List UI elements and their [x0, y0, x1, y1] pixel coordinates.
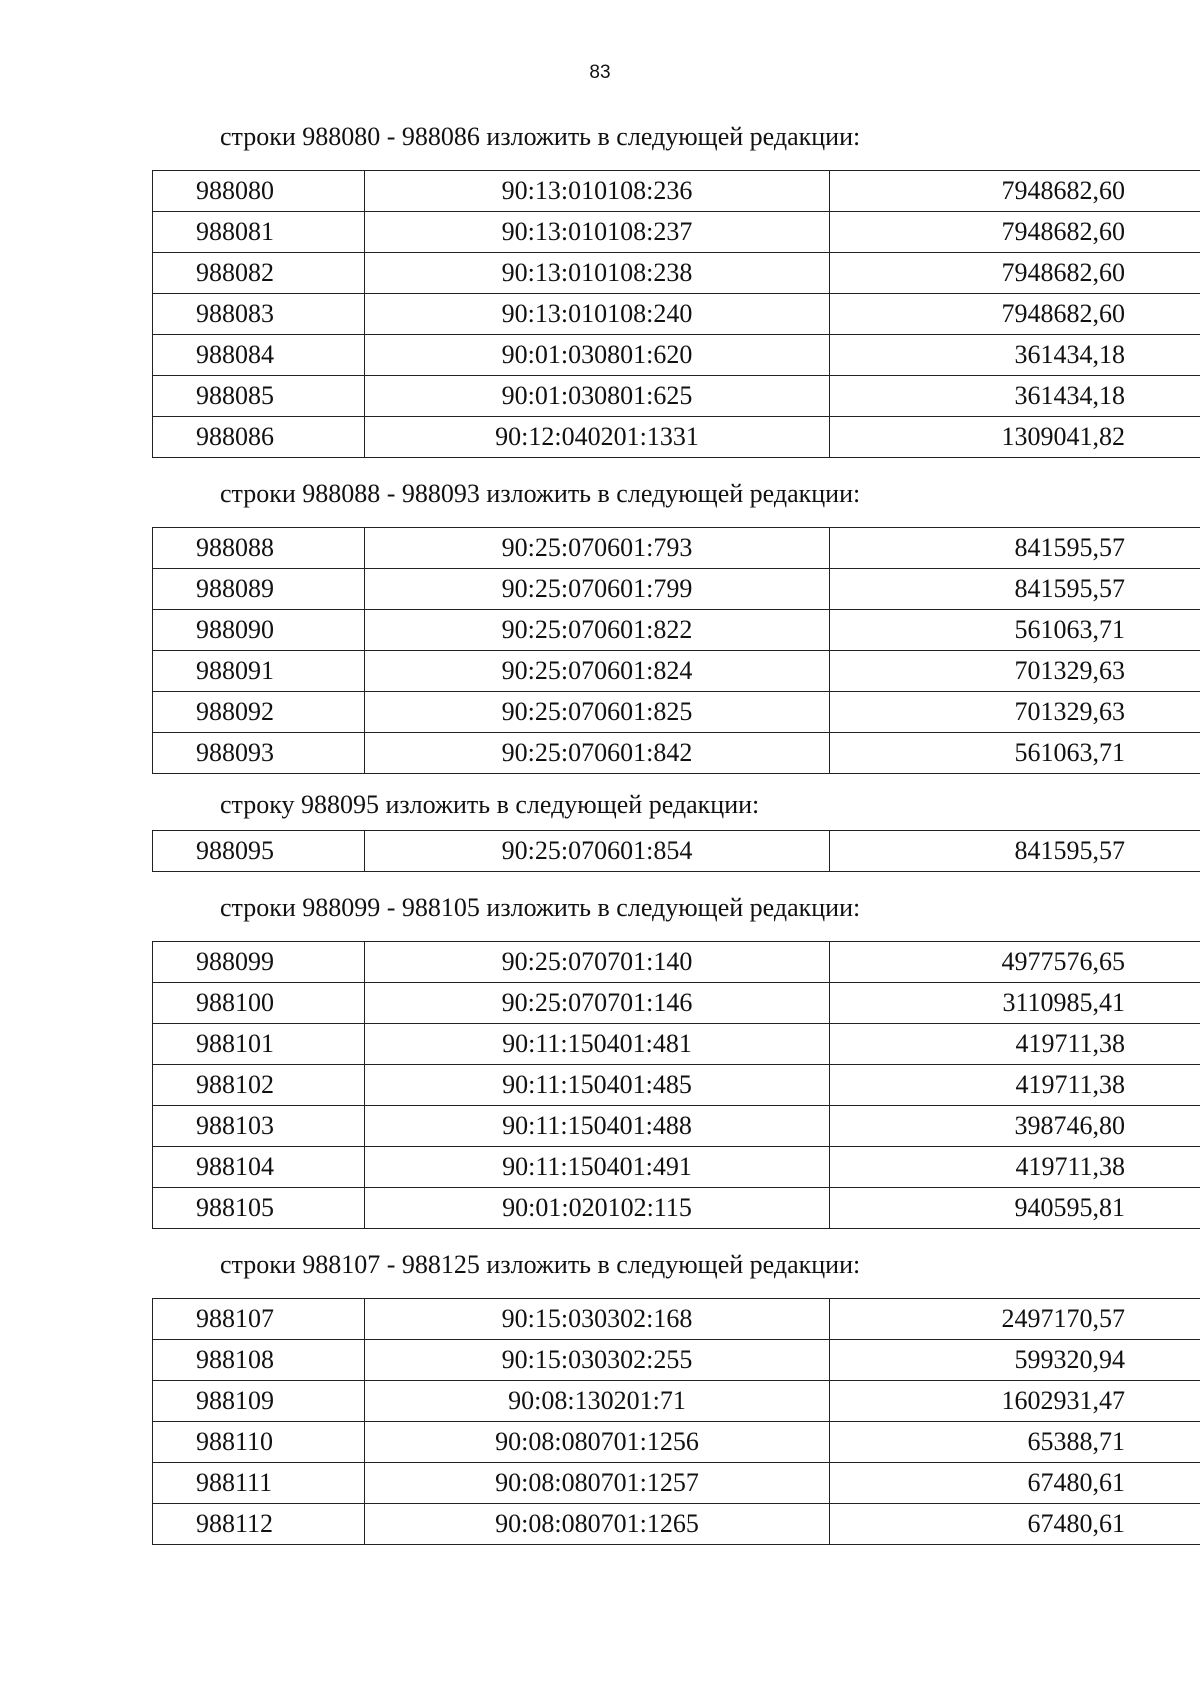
cadastral-number-cell: 90:08:080701:1265: [365, 1504, 830, 1545]
value-cell: 361434,18: [830, 335, 1200, 376]
row-number-cell: 988111: [153, 1463, 365, 1504]
row-number-cell: 988086: [153, 417, 365, 458]
row-number-cell: 988101: [153, 1024, 365, 1065]
cadastral-number-cell: 90:25:070601:825: [365, 692, 830, 733]
table-row: [153, 1340, 1200, 1381]
value-cell: 67480,61: [830, 1504, 1200, 1545]
section-heading: строку 988095 изложить в следующей редакции:: [220, 790, 760, 819]
row-number-cell: 988108: [153, 1340, 365, 1381]
table-row: [153, 983, 1200, 1024]
value-cell: 419711,38: [830, 1147, 1200, 1188]
row-number-cell: 988105: [153, 1188, 365, 1229]
cadastral-number-cell: 90:08:080701:1256: [365, 1422, 830, 1463]
value-cell: 701329,63: [830, 692, 1200, 733]
table-row: [153, 417, 1200, 458]
value-cell: 561063,71: [830, 610, 1200, 651]
value-cell: 398746,80: [830, 1106, 1200, 1147]
row-number-cell: 988095: [153, 831, 365, 872]
amendment-table: [152, 527, 1200, 774]
table-row: [153, 1381, 1200, 1422]
cadastral-number-cell: 90:15:030302:255: [365, 1340, 830, 1381]
cadastral-number-cell: 90:25:070601:822: [365, 610, 830, 651]
cadastral-number-cell: 90:25:070601:824: [365, 651, 830, 692]
cadastral-number-cell: 90:25:070601:842: [365, 733, 830, 774]
table-row: [153, 253, 1200, 294]
table-row: [153, 569, 1200, 610]
value-cell: 3110985,41: [830, 983, 1200, 1024]
table-row: [153, 1024, 1200, 1065]
table-row: [153, 692, 1200, 733]
value-cell: 4977576,65: [830, 942, 1200, 983]
value-cell: 67480,61: [830, 1463, 1200, 1504]
row-number-cell: 988088: [153, 528, 365, 569]
row-number-cell: 988109: [153, 1381, 365, 1422]
value-cell: 701329,63: [830, 651, 1200, 692]
section-heading: строки 988099 - 988105 изложить в следующей редакции:: [220, 893, 861, 922]
table-row: [153, 610, 1200, 651]
value-cell: 1309041,82: [830, 417, 1200, 458]
value-cell: 7948682,60: [830, 294, 1200, 335]
table-row: [153, 1106, 1200, 1147]
cadastral-number-cell: 90:25:070701:146: [365, 983, 830, 1024]
cadastral-number-cell: 90:25:070701:140: [365, 942, 830, 983]
row-number-cell: 988103: [153, 1106, 365, 1147]
table-row: [153, 528, 1200, 569]
cadastral-number-cell: 90:01:030801:625: [365, 376, 830, 417]
value-cell: 841595,57: [830, 528, 1200, 569]
table-row: [153, 831, 1200, 872]
amendment-table: [152, 830, 1200, 872]
row-number-cell: 988084: [153, 335, 365, 376]
row-number-cell: 988093: [153, 733, 365, 774]
table-row: [153, 1299, 1200, 1340]
table-row: [153, 1147, 1200, 1188]
value-cell: 599320,94: [830, 1340, 1200, 1381]
table-row: [153, 1065, 1200, 1106]
cadastral-number-cell: 90:25:070601:799: [365, 569, 830, 610]
amendment-table: [152, 170, 1200, 458]
row-number-cell: 988104: [153, 1147, 365, 1188]
value-cell: 7948682,60: [830, 212, 1200, 253]
row-number-cell: 988102: [153, 1065, 365, 1106]
amendment-table: [152, 1298, 1200, 1545]
value-cell: 841595,57: [830, 569, 1200, 610]
value-cell: 841595,57: [830, 831, 1200, 872]
cadastral-number-cell: 90:15:030302:168: [365, 1299, 830, 1340]
row-number-cell: 988099: [153, 942, 365, 983]
table-row: [153, 171, 1200, 212]
cadastral-number-cell: 90:25:070601:854: [365, 831, 830, 872]
value-cell: 7948682,60: [830, 171, 1200, 212]
cadastral-number-cell: 90:08:130201:71: [365, 1381, 830, 1422]
table-row: [153, 1188, 1200, 1229]
table-row: [153, 942, 1200, 983]
value-cell: 2497170,57: [830, 1299, 1200, 1340]
row-number-cell: 988107: [153, 1299, 365, 1340]
cadastral-number-cell: 90:13:010108:236: [365, 171, 830, 212]
cadastral-number-cell: 90:01:020102:115: [365, 1188, 830, 1229]
table-row: [153, 1463, 1200, 1504]
row-number-cell: 988112: [153, 1504, 365, 1545]
cadastral-number-cell: 90:25:070601:793: [365, 528, 830, 569]
row-number-cell: 988110: [153, 1422, 365, 1463]
section-heading: строки 988107 - 988125 изложить в следующей редакции:: [220, 1250, 861, 1279]
table-row: [153, 376, 1200, 417]
page-number: 83: [589, 62, 611, 83]
row-number-cell: 988085: [153, 376, 365, 417]
row-number-cell: 988092: [153, 692, 365, 733]
value-cell: 361434,18: [830, 376, 1200, 417]
cadastral-number-cell: 90:13:010108:237: [365, 212, 830, 253]
value-cell: 1602931,47: [830, 1381, 1200, 1422]
table-row: [153, 335, 1200, 376]
table-row: [153, 651, 1200, 692]
cadastral-number-cell: 90:01:030801:620: [365, 335, 830, 376]
cadastral-number-cell: 90:11:150401:485: [365, 1065, 830, 1106]
cadastral-number-cell: 90:08:080701:1257: [365, 1463, 830, 1504]
value-cell: 65388,71: [830, 1422, 1200, 1463]
section-heading: строки 988080 - 988086 изложить в следующей редакции:: [220, 122, 861, 151]
row-number-cell: 988100: [153, 983, 365, 1024]
value-cell: 561063,71: [830, 733, 1200, 774]
table-row: [153, 1504, 1200, 1545]
cadastral-number-cell: 90:12:040201:1331: [365, 417, 830, 458]
amendment-table: [152, 941, 1200, 1229]
cadastral-number-cell: 90:11:150401:488: [365, 1106, 830, 1147]
table-row: [153, 294, 1200, 335]
cadastral-number-cell: 90:11:150401:491: [365, 1147, 830, 1188]
value-cell: 7948682,60: [830, 253, 1200, 294]
cadastral-number-cell: 90:13:010108:240: [365, 294, 830, 335]
row-number-cell: 988080: [153, 171, 365, 212]
value-cell: 419711,38: [830, 1024, 1200, 1065]
table-row: [153, 733, 1200, 774]
row-number-cell: 988089: [153, 569, 365, 610]
row-number-cell: 988082: [153, 253, 365, 294]
value-cell: 940595,81: [830, 1188, 1200, 1229]
row-number-cell: 988090: [153, 610, 365, 651]
cadastral-number-cell: 90:13:010108:238: [365, 253, 830, 294]
row-number-cell: 988081: [153, 212, 365, 253]
table-row: [153, 1422, 1200, 1463]
row-number-cell: 988083: [153, 294, 365, 335]
row-number-cell: 988091: [153, 651, 365, 692]
cadastral-number-cell: 90:11:150401:481: [365, 1024, 830, 1065]
table-row: [153, 212, 1200, 253]
value-cell: 419711,38: [830, 1065, 1200, 1106]
section-heading: строки 988088 - 988093 изложить в следующей редакции:: [220, 479, 861, 508]
